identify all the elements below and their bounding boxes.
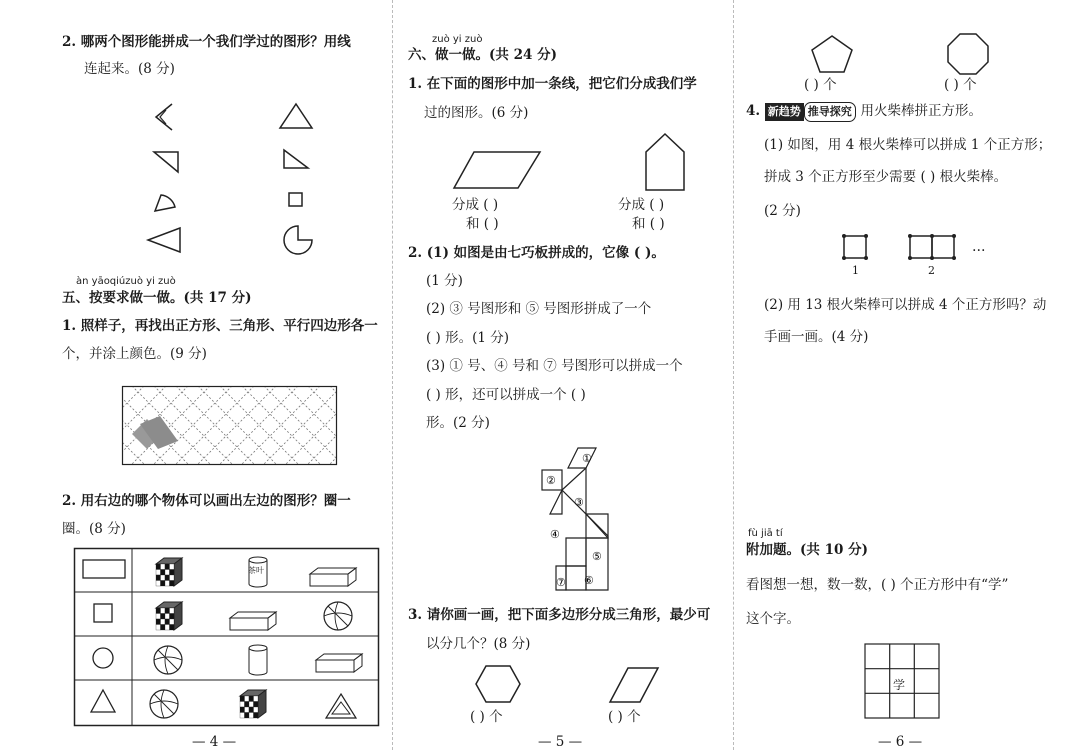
sec6-q3-line1: 3. 请你画一画，把下面多边形分成三角形，最少可 bbox=[408, 607, 711, 623]
hexagon-shape[interactable] bbox=[474, 664, 522, 704]
shape-small-square[interactable] bbox=[288, 192, 304, 208]
dotted-grid[interactable] bbox=[122, 386, 338, 466]
sec6-q2-l3: (2) ③ 号图形和 ⑤ 号图形拼成了一个 bbox=[426, 301, 652, 317]
triangle-ruler-icon[interactable] bbox=[324, 692, 358, 720]
tea-can-label: 茶叶 bbox=[248, 566, 264, 575]
q4-line1: (1) 如图，用 4 根火柴棒可以拼成 1 个正方形； bbox=[764, 137, 1052, 153]
answer-hexagon: ( ) 个 bbox=[470, 709, 503, 725]
q2-line2: 连起来。(8 分) bbox=[84, 61, 175, 77]
q4-text: 用火柴棒拼正方形。 bbox=[860, 103, 982, 119]
sec5-pinyin: àn yāoqiúzuò yi zuò bbox=[76, 276, 176, 287]
bonus-line2: 这个字。 bbox=[746, 611, 800, 627]
sec5-q1-line2: 个，并涂上颜色。(9 分) bbox=[62, 346, 207, 362]
match-ellipsis: … bbox=[972, 239, 986, 255]
octagon-shape[interactable] bbox=[946, 32, 990, 76]
tangram-label-7: ⑦ bbox=[556, 576, 566, 589]
sec6-q2-l2: (1 分) bbox=[426, 273, 463, 289]
shape-triangle-large[interactable] bbox=[278, 102, 314, 130]
tangram-label-1: ① bbox=[582, 452, 592, 465]
box-icon[interactable] bbox=[308, 566, 358, 588]
sec6-q3-line2: 以分几个？(8 分) bbox=[426, 636, 531, 652]
bonus-line1: 看图想一想，数一数，( ) 个正方形中有“学” bbox=[746, 577, 1009, 593]
page-divider-right bbox=[733, 0, 734, 750]
shape-chevron[interactable] bbox=[150, 102, 180, 132]
box-icon[interactable] bbox=[314, 652, 364, 674]
page-number-6: — 6 — bbox=[878, 734, 923, 750]
box-icon[interactable] bbox=[228, 610, 278, 632]
q4-line2: 拼成 3 个正方形至少需要 ( ) 根火柴棒。 bbox=[764, 169, 1008, 185]
sec6-q1-line2: 过的图形。(6 分) bbox=[424, 105, 529, 121]
shape-pacman[interactable] bbox=[282, 224, 314, 256]
tangram-figure bbox=[538, 446, 618, 592]
sec6-q2-l4: ( ) 形。(1 分) bbox=[426, 330, 510, 346]
answer-octagon: ( ) 个 bbox=[944, 77, 977, 93]
tangram-label-3: ③ bbox=[574, 496, 584, 509]
q4-number: 4. bbox=[746, 103, 761, 119]
answer-rhombus: ( ) 个 bbox=[608, 709, 641, 725]
split-a-line1: 分成 ( ) bbox=[452, 197, 499, 213]
pentagon-shape[interactable] bbox=[810, 34, 854, 74]
rhombus-shape[interactable] bbox=[608, 666, 660, 704]
sec6-title: 六、做一做。(共 24 分) bbox=[408, 47, 557, 63]
shape-triangle-obtuse[interactable] bbox=[146, 226, 182, 254]
q4-line4: (2) 用 13 根火柴棒可以拼成 4 个正方形吗？动 bbox=[764, 297, 1047, 313]
split-a-line2: 和 ( ) bbox=[466, 216, 499, 232]
q4-heading bbox=[746, 102, 982, 122]
house-pentagon-shape[interactable] bbox=[644, 132, 686, 192]
sec5-q2-line1: 2. 用右边的哪个物体可以画出左边的图形？圈一 bbox=[62, 493, 351, 509]
bonus-pinyin: fù jiā tí bbox=[748, 528, 783, 539]
ball-icon[interactable] bbox=[152, 644, 184, 676]
split-b-line1: 分成 ( ) bbox=[618, 197, 665, 213]
bonus-title: 附加题。(共 10 分) bbox=[746, 542, 868, 558]
tag-derive-explore: 推导探究 bbox=[804, 102, 856, 122]
match-label-2: 2 bbox=[928, 264, 935, 277]
match-label-1: 1 bbox=[852, 264, 859, 277]
matchstick-figures bbox=[840, 232, 980, 264]
q4-line5: 手画一画。(4 分) bbox=[764, 329, 869, 345]
sec6-q2-l6: ( ) 形，还可以拼成一个 ( ) bbox=[426, 387, 586, 403]
sec5-q2-line2: 圈。(8 分) bbox=[62, 521, 126, 537]
page-number-5: — 5 — bbox=[538, 734, 583, 750]
tangram-label-4: ④ bbox=[550, 528, 560, 541]
cube-icon[interactable] bbox=[152, 556, 184, 588]
tag-new-trend: 新趋势 bbox=[765, 103, 804, 121]
tangram-label-5: ⑤ bbox=[592, 550, 602, 563]
q4-line3: (2 分) bbox=[764, 203, 801, 219]
sec5-q1-line1: 1. 照样子，再找出正方形、三角形、平行四边形各一 bbox=[62, 318, 378, 334]
answer-pentagon: ( ) 个 bbox=[804, 77, 837, 93]
page-number-4: — 4 — bbox=[192, 734, 237, 750]
tangram-label-6: ⑥ bbox=[584, 574, 594, 587]
parallelogram-shape[interactable] bbox=[452, 150, 542, 190]
sec6-pinyin: zuò yi zuò bbox=[432, 34, 483, 45]
shape-right-triangle-left[interactable] bbox=[152, 150, 180, 174]
sec6-q2-l7: 形。(2 分) bbox=[426, 415, 490, 431]
sec5-title: 五、按要求做一做。(共 17 分) bbox=[62, 290, 252, 306]
q2-line1: 2. 哪两个图形能拼成一个我们学过的图形？用线 bbox=[62, 34, 351, 50]
sec6-q2-l1: 2. (1) 如图是由七巧板拼成的，它像 ( )。 bbox=[408, 245, 665, 261]
split-b-line2: 和 ( ) bbox=[632, 216, 665, 232]
page-divider-left bbox=[392, 0, 393, 750]
sec6-q1-line1: 1. 在下面的图形中加一条线，把它们分成我们学 bbox=[408, 76, 697, 92]
shape-sector[interactable] bbox=[153, 193, 177, 213]
ball-icon[interactable] bbox=[148, 688, 180, 720]
cube-icon[interactable] bbox=[236, 688, 268, 720]
grid-character: 学 bbox=[893, 678, 906, 692]
tangram-label-2: ② bbox=[546, 474, 556, 487]
ball-icon[interactable] bbox=[322, 600, 354, 632]
shape-right-triangle-right[interactable] bbox=[282, 148, 310, 170]
sec6-q2-l5: (3) ① 号、④ 号和 ⑦ 号图形可以拼成一个 bbox=[426, 358, 683, 374]
tea-can-icon[interactable] bbox=[246, 644, 270, 676]
cube-icon[interactable] bbox=[152, 600, 184, 632]
